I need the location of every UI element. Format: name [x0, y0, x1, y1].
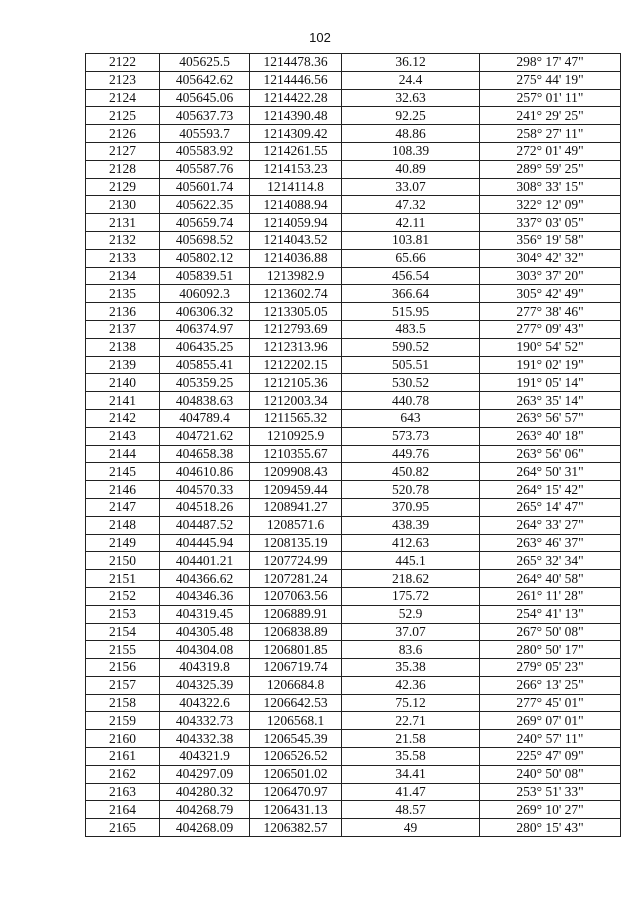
point-number-cell: 2128	[86, 160, 160, 178]
segment-length-cell: 366.64	[342, 285, 480, 303]
x-coordinate-cell: 405802.12	[160, 249, 250, 267]
direction-angle-cell: 191° 02' 19"	[480, 356, 621, 374]
table-row	[86, 196, 621, 214]
y-coordinate-cell: 1206526.52	[250, 748, 342, 766]
x-coordinate-cell: 404570.33	[160, 481, 250, 499]
point-number-cell: 2154	[86, 623, 160, 641]
direction-angle-cell: 303° 37' 20"	[480, 267, 621, 285]
table-row	[86, 481, 621, 499]
table-row	[86, 783, 621, 801]
table-row	[86, 623, 621, 641]
direction-angle-cell: 240° 57' 11"	[480, 730, 621, 748]
direction-angle-cell: 265° 14' 47"	[480, 498, 621, 516]
direction-angle-cell: 263° 46' 37"	[480, 534, 621, 552]
y-coordinate-cell: 1206838.89	[250, 623, 342, 641]
table-row	[86, 534, 621, 552]
direction-angle-cell: 356° 19' 58"	[480, 231, 621, 249]
table-row	[86, 819, 621, 837]
x-coordinate-cell: 404319.8	[160, 659, 250, 677]
x-coordinate-cell: 404321.9	[160, 748, 250, 766]
x-coordinate-cell: 404487.52	[160, 516, 250, 534]
table-row	[86, 748, 621, 766]
segment-length-cell: 445.1	[342, 552, 480, 570]
y-coordinate-cell: 1206431.13	[250, 801, 342, 819]
y-coordinate-cell: 1214036.88	[250, 249, 342, 267]
point-number-cell: 2147	[86, 498, 160, 516]
direction-angle-cell: 257° 01' 11"	[480, 89, 621, 107]
point-number-cell: 2149	[86, 534, 160, 552]
direction-angle-cell: 225° 47' 09"	[480, 748, 621, 766]
table-row	[86, 570, 621, 588]
y-coordinate-cell: 1212313.96	[250, 338, 342, 356]
y-coordinate-cell: 1206684.8	[250, 676, 342, 694]
x-coordinate-cell: 404325.39	[160, 676, 250, 694]
y-coordinate-cell: 1210355.67	[250, 445, 342, 463]
x-coordinate-cell: 405601.74	[160, 178, 250, 196]
segment-length-cell: 35.38	[342, 659, 480, 677]
y-coordinate-cell: 1212003.34	[250, 392, 342, 410]
point-number-cell: 2139	[86, 356, 160, 374]
segment-length-cell: 438.39	[342, 516, 480, 534]
table-row	[86, 463, 621, 481]
x-coordinate-cell: 404268.79	[160, 801, 250, 819]
table-row	[86, 178, 621, 196]
y-coordinate-cell: 1206382.57	[250, 819, 342, 837]
point-number-cell: 2155	[86, 641, 160, 659]
direction-angle-cell: 191° 05' 14"	[480, 374, 621, 392]
direction-angle-cell: 280° 15' 43"	[480, 819, 621, 837]
segment-length-cell: 515.95	[342, 303, 480, 321]
x-coordinate-cell: 406374.97	[160, 320, 250, 338]
x-coordinate-cell: 404401.21	[160, 552, 250, 570]
point-number-cell: 2133	[86, 249, 160, 267]
segment-length-cell: 37.07	[342, 623, 480, 641]
table-row	[86, 89, 621, 107]
y-coordinate-cell: 1214114.8	[250, 178, 342, 196]
y-coordinate-cell: 1214478.36	[250, 54, 342, 72]
segment-length-cell: 41.47	[342, 783, 480, 801]
direction-angle-cell: 337° 03' 05"	[480, 214, 621, 232]
x-coordinate-cell: 404658.38	[160, 445, 250, 463]
table-row	[86, 712, 621, 730]
direction-angle-cell: 305° 42' 49"	[480, 285, 621, 303]
direction-angle-cell: 190° 54' 52"	[480, 338, 621, 356]
segment-length-cell: 440.78	[342, 392, 480, 410]
x-coordinate-cell: 404305.48	[160, 623, 250, 641]
point-number-cell: 2156	[86, 659, 160, 677]
segment-length-cell: 573.73	[342, 427, 480, 445]
y-coordinate-cell: 1212793.69	[250, 320, 342, 338]
point-number-cell: 2150	[86, 552, 160, 570]
table-row	[86, 356, 621, 374]
table-row	[86, 765, 621, 783]
table-row	[86, 587, 621, 605]
direction-angle-cell: 264° 15' 42"	[480, 481, 621, 499]
y-coordinate-cell: 1210925.9	[250, 427, 342, 445]
point-number-cell: 2132	[86, 231, 160, 249]
segment-length-cell: 590.52	[342, 338, 480, 356]
segment-length-cell: 520.78	[342, 481, 480, 499]
point-number-cell: 2163	[86, 783, 160, 801]
point-number-cell: 2152	[86, 587, 160, 605]
y-coordinate-cell: 1211565.32	[250, 409, 342, 427]
segment-length-cell: 48.57	[342, 801, 480, 819]
y-coordinate-cell: 1214059.94	[250, 214, 342, 232]
x-coordinate-cell: 404518.26	[160, 498, 250, 516]
y-coordinate-cell: 1208571.6	[250, 516, 342, 534]
point-number-cell: 2142	[86, 409, 160, 427]
segment-length-cell: 456.54	[342, 267, 480, 285]
table-row	[86, 659, 621, 677]
y-coordinate-cell: 1206545.39	[250, 730, 342, 748]
direction-angle-cell: 275° 44' 19"	[480, 71, 621, 89]
point-number-cell: 2124	[86, 89, 160, 107]
point-number-cell: 2126	[86, 125, 160, 143]
x-coordinate-cell: 404366.62	[160, 570, 250, 588]
segment-length-cell: 34.41	[342, 765, 480, 783]
direction-angle-cell: 241° 29' 25"	[480, 107, 621, 125]
x-coordinate-cell: 405839.51	[160, 267, 250, 285]
segment-length-cell: 505.51	[342, 356, 480, 374]
segment-length-cell: 92.25	[342, 107, 480, 125]
segment-length-cell: 175.72	[342, 587, 480, 605]
point-number-cell: 2145	[86, 463, 160, 481]
x-coordinate-cell: 405622.35	[160, 196, 250, 214]
direction-angle-cell: 263° 35' 14"	[480, 392, 621, 410]
table-row	[86, 676, 621, 694]
point-number-cell: 2143	[86, 427, 160, 445]
y-coordinate-cell: 1212202.15	[250, 356, 342, 374]
point-number-cell: 2161	[86, 748, 160, 766]
x-coordinate-cell: 405593.7	[160, 125, 250, 143]
segment-length-cell: 103.81	[342, 231, 480, 249]
segment-length-cell: 47.32	[342, 196, 480, 214]
direction-angle-cell: 308° 33' 15"	[480, 178, 621, 196]
table-row	[86, 516, 621, 534]
direction-angle-cell: 277° 09' 43"	[480, 320, 621, 338]
table-row	[86, 249, 621, 267]
point-number-cell: 2129	[86, 178, 160, 196]
segment-length-cell: 83.6	[342, 641, 480, 659]
point-number-cell: 2134	[86, 267, 160, 285]
y-coordinate-cell: 1214309.42	[250, 125, 342, 143]
table-row	[86, 498, 621, 516]
direction-angle-cell: 265° 32' 34"	[480, 552, 621, 570]
x-coordinate-cell: 404721.62	[160, 427, 250, 445]
segment-length-cell: 483.5	[342, 320, 480, 338]
segment-length-cell: 75.12	[342, 694, 480, 712]
y-coordinate-cell: 1206801.85	[250, 641, 342, 659]
point-number-cell: 2162	[86, 765, 160, 783]
table-row	[86, 54, 621, 72]
table-row	[86, 107, 621, 125]
segment-length-cell: 52.9	[342, 605, 480, 623]
x-coordinate-cell: 404610.86	[160, 463, 250, 481]
x-coordinate-cell: 404346.36	[160, 587, 250, 605]
x-coordinate-cell: 405359.25	[160, 374, 250, 392]
segment-length-cell: 449.76	[342, 445, 480, 463]
direction-angle-cell: 264° 33' 27"	[480, 516, 621, 534]
y-coordinate-cell: 1213982.9	[250, 267, 342, 285]
segment-length-cell: 218.62	[342, 570, 480, 588]
x-coordinate-cell: 404268.09	[160, 819, 250, 837]
coordinates-table-body	[86, 54, 621, 837]
x-coordinate-cell: 404332.38	[160, 730, 250, 748]
x-coordinate-cell: 404332.73	[160, 712, 250, 730]
segment-length-cell: 33.07	[342, 178, 480, 196]
direction-angle-cell: 240° 50' 08"	[480, 765, 621, 783]
point-number-cell: 2165	[86, 819, 160, 837]
x-coordinate-cell: 404280.32	[160, 783, 250, 801]
x-coordinate-cell: 404304.08	[160, 641, 250, 659]
segment-length-cell: 530.52	[342, 374, 480, 392]
table-row	[86, 445, 621, 463]
segment-length-cell: 22.71	[342, 712, 480, 730]
direction-angle-cell: 261° 11' 28"	[480, 587, 621, 605]
y-coordinate-cell: 1209908.43	[250, 463, 342, 481]
point-number-cell: 2164	[86, 801, 160, 819]
point-number-cell: 2138	[86, 338, 160, 356]
point-number-cell: 2146	[86, 481, 160, 499]
segment-length-cell: 108.39	[342, 142, 480, 160]
table-row	[86, 409, 621, 427]
segment-length-cell: 21.58	[342, 730, 480, 748]
x-coordinate-cell: 405642.62	[160, 71, 250, 89]
table-row	[86, 641, 621, 659]
point-number-cell: 2144	[86, 445, 160, 463]
direction-angle-cell: 289° 59' 25"	[480, 160, 621, 178]
table-row	[86, 125, 621, 143]
y-coordinate-cell: 1206719.74	[250, 659, 342, 677]
x-coordinate-cell: 405659.74	[160, 214, 250, 232]
segment-length-cell: 412.63	[342, 534, 480, 552]
direction-angle-cell: 264° 50' 31"	[480, 463, 621, 481]
table-row	[86, 427, 621, 445]
segment-length-cell: 48.86	[342, 125, 480, 143]
point-number-cell: 2130	[86, 196, 160, 214]
table-row	[86, 320, 621, 338]
y-coordinate-cell: 1214390.48	[250, 107, 342, 125]
segment-length-cell: 24.4	[342, 71, 480, 89]
table-row	[86, 694, 621, 712]
segment-length-cell: 450.82	[342, 463, 480, 481]
segment-length-cell: 42.36	[342, 676, 480, 694]
table-row	[86, 552, 621, 570]
point-number-cell: 2160	[86, 730, 160, 748]
direction-angle-cell: 272° 01' 49"	[480, 142, 621, 160]
y-coordinate-cell: 1214446.56	[250, 71, 342, 89]
y-coordinate-cell: 1206889.91	[250, 605, 342, 623]
x-coordinate-cell: 405583.92	[160, 142, 250, 160]
direction-angle-cell: 266° 13' 25"	[480, 676, 621, 694]
y-coordinate-cell: 1206642.53	[250, 694, 342, 712]
x-coordinate-cell: 405698.52	[160, 231, 250, 249]
y-coordinate-cell: 1212105.36	[250, 374, 342, 392]
table-row	[86, 142, 621, 160]
direction-angle-cell: 263° 56' 57"	[480, 409, 621, 427]
point-number-cell: 2157	[86, 676, 160, 694]
y-coordinate-cell: 1206470.97	[250, 783, 342, 801]
y-coordinate-cell: 1208941.27	[250, 498, 342, 516]
direction-angle-cell: 298° 17' 47"	[480, 54, 621, 72]
y-coordinate-cell: 1214153.23	[250, 160, 342, 178]
table-row	[86, 160, 621, 178]
segment-length-cell: 32.63	[342, 89, 480, 107]
point-number-cell: 2158	[86, 694, 160, 712]
point-number-cell: 2127	[86, 142, 160, 160]
y-coordinate-cell: 1214088.94	[250, 196, 342, 214]
y-coordinate-cell: 1214422.28	[250, 89, 342, 107]
segment-length-cell: 35.58	[342, 748, 480, 766]
y-coordinate-cell: 1214261.55	[250, 142, 342, 160]
x-coordinate-cell: 404322.6	[160, 694, 250, 712]
segment-length-cell: 370.95	[342, 498, 480, 516]
direction-angle-cell: 253° 51' 33"	[480, 783, 621, 801]
segment-length-cell: 36.12	[342, 54, 480, 72]
point-number-cell: 2136	[86, 303, 160, 321]
page-number: 102	[309, 30, 331, 45]
direction-angle-cell: 304° 42' 32"	[480, 249, 621, 267]
table-row	[86, 267, 621, 285]
x-coordinate-cell: 406306.32	[160, 303, 250, 321]
direction-angle-cell: 264° 40' 58"	[480, 570, 621, 588]
table-row	[86, 730, 621, 748]
x-coordinate-cell: 405587.76	[160, 160, 250, 178]
y-coordinate-cell: 1208135.19	[250, 534, 342, 552]
segment-length-cell: 40.89	[342, 160, 480, 178]
table-row	[86, 303, 621, 321]
point-number-cell: 2137	[86, 320, 160, 338]
coordinates-table	[85, 53, 621, 837]
point-number-cell: 2125	[86, 107, 160, 125]
x-coordinate-cell: 404319.45	[160, 605, 250, 623]
table-row	[86, 214, 621, 232]
point-number-cell: 2159	[86, 712, 160, 730]
y-coordinate-cell: 1207724.99	[250, 552, 342, 570]
x-coordinate-cell: 404838.63	[160, 392, 250, 410]
y-coordinate-cell: 1206501.02	[250, 765, 342, 783]
table-row	[86, 71, 621, 89]
y-coordinate-cell: 1206568.1	[250, 712, 342, 730]
y-coordinate-cell: 1213305.05	[250, 303, 342, 321]
x-coordinate-cell: 405625.5	[160, 54, 250, 72]
point-number-cell: 2141	[86, 392, 160, 410]
segment-length-cell: 643	[342, 409, 480, 427]
x-coordinate-cell: 404297.09	[160, 765, 250, 783]
point-number-cell: 2148	[86, 516, 160, 534]
table-row	[86, 801, 621, 819]
x-coordinate-cell: 404789.4	[160, 409, 250, 427]
direction-angle-cell: 322° 12' 09"	[480, 196, 621, 214]
point-number-cell: 2153	[86, 605, 160, 623]
direction-angle-cell: 279° 05' 23"	[480, 659, 621, 677]
segment-length-cell: 65.66	[342, 249, 480, 267]
direction-angle-cell: 263° 40' 18"	[480, 427, 621, 445]
direction-angle-cell: 267° 50' 08"	[480, 623, 621, 641]
segment-length-cell: 49	[342, 819, 480, 837]
y-coordinate-cell: 1207063.56	[250, 587, 342, 605]
x-coordinate-cell: 405855.41	[160, 356, 250, 374]
point-number-cell: 2122	[86, 54, 160, 72]
x-coordinate-cell: 405637.73	[160, 107, 250, 125]
x-coordinate-cell: 406435.25	[160, 338, 250, 356]
segment-length-cell: 42.11	[342, 214, 480, 232]
direction-angle-cell: 269° 10' 27"	[480, 801, 621, 819]
table-row	[86, 392, 621, 410]
y-coordinate-cell: 1209459.44	[250, 481, 342, 499]
point-number-cell: 2131	[86, 214, 160, 232]
direction-angle-cell: 277° 45' 01"	[480, 694, 621, 712]
table-row	[86, 285, 621, 303]
y-coordinate-cell: 1207281.24	[250, 570, 342, 588]
table-row	[86, 338, 621, 356]
point-number-cell: 2140	[86, 374, 160, 392]
direction-angle-cell: 254° 41' 13"	[480, 605, 621, 623]
x-coordinate-cell: 404445.94	[160, 534, 250, 552]
direction-angle-cell: 258° 27' 11"	[480, 125, 621, 143]
table-row	[86, 231, 621, 249]
table-row	[86, 374, 621, 392]
y-coordinate-cell: 1213602.74	[250, 285, 342, 303]
point-number-cell: 2135	[86, 285, 160, 303]
x-coordinate-cell: 405645.06	[160, 89, 250, 107]
x-coordinate-cell: 406092.3	[160, 285, 250, 303]
direction-angle-cell: 280° 50' 17"	[480, 641, 621, 659]
table-row	[86, 605, 621, 623]
point-number-cell: 2123	[86, 71, 160, 89]
direction-angle-cell: 277° 38' 46"	[480, 303, 621, 321]
y-coordinate-cell: 1214043.52	[250, 231, 342, 249]
direction-angle-cell: 269° 07' 01"	[480, 712, 621, 730]
point-number-cell: 2151	[86, 570, 160, 588]
direction-angle-cell: 263° 56' 06"	[480, 445, 621, 463]
